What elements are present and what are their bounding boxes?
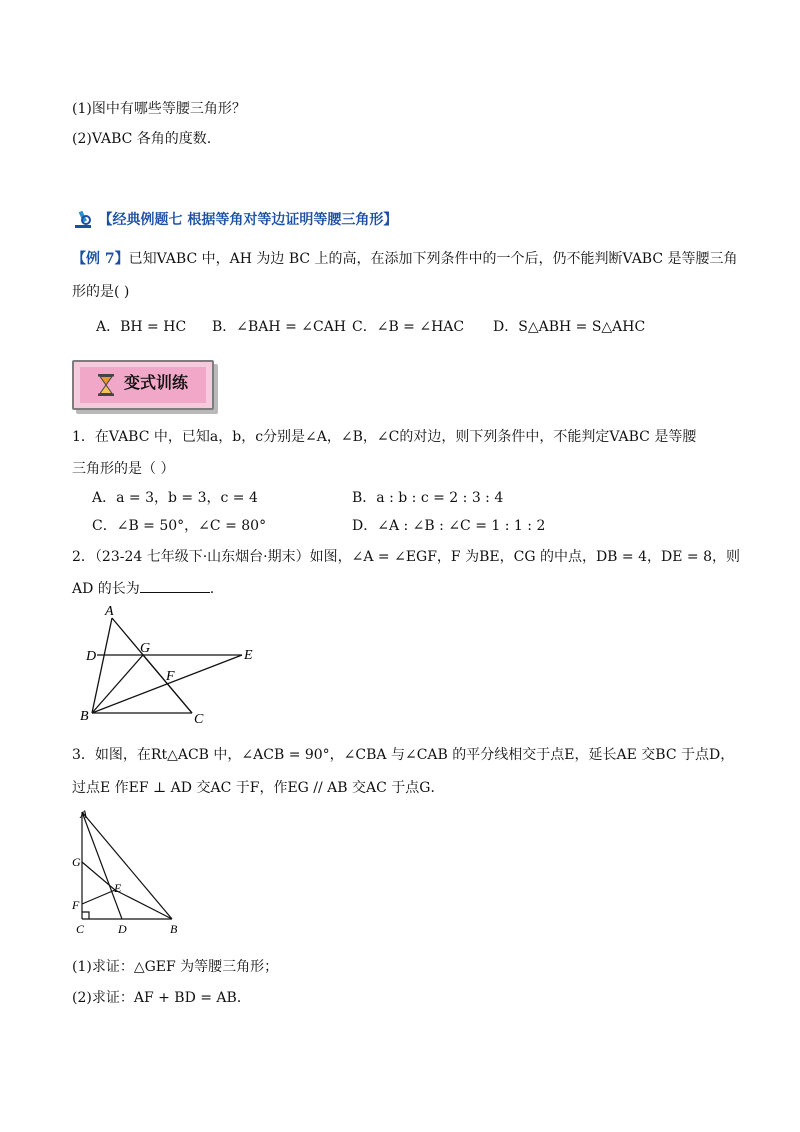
problem3-question-2: (2)求证：AF + BD = AB． [72,990,251,1006]
fig1-label-f: F [166,669,175,684]
problem3-line1: 3．如图，在Rt△ACB 中，∠ACB = 90°，∠CBA 与∠CAB 的平分线相交于点E，延长AE 交BC 于点D， [72,747,735,763]
fig1-label-g: G [140,641,151,656]
example-stem-line2: 形的是( ) [72,284,130,300]
fig2-label-a: A [80,807,88,821]
problem2-line2 [72,578,214,598]
fig2-label-b: B [170,922,178,936]
example-heading-row [72,207,397,229]
prev-question-1: (1)图中有哪些等腰三角形？ [72,101,246,117]
example-heading: 【经典例题七 根据等角对等边证明等腰三角形】 [98,212,398,228]
microscope-icon [72,207,94,229]
problem1-option-d: D．∠A : ∠B : ∠C = 1 : 1 : 2 [352,518,546,534]
fig1-label-b: B [80,709,89,724]
practice-banner-label: 变式训练 [124,373,189,392]
prev-question-2: (2)VABC 各角的度数. [72,131,212,147]
example-option-b: B．∠BAH = ∠CAH [212,319,347,335]
example-stem-text: 已知VABC 中，AH 为边 BC 上的高，在添加下列条件中的一个后，仍不能判断VABC 是等腰三角 [128,251,738,267]
fig2-label-f: F [72,898,80,912]
fig2-label-c: C [76,922,85,936]
example-option-d: D．S△ABH = S△AHC [493,319,646,335]
problem2-line1: 2．（23-24 七年级下·山东烟台·期末）如图，∠A = ∠EGF，F 为BE，CG 的中点，DB = 4，DE = 8，则 [72,549,740,565]
problem2-line2-suffix: . [209,581,215,597]
hourglass-icon [96,373,116,397]
problem1-option-b: B．a : b : c = 2 : 3 : 4 [352,490,504,506]
fig2-label-g: G [72,855,81,869]
fig2-label-d: D [118,922,127,936]
practice-banner [72,360,214,410]
example-option-a: A．BH = HC [96,319,187,335]
fig1-label-c: C [194,712,204,727]
example-option-c: C．∠B = ∠HAC [352,319,465,335]
problem3-line2: 过点E 作EF ⊥ AD 交AC 于F，作EG // AB 交AC 于点G． [72,780,445,796]
problem1-option-c: C．∠B = 50°，∠C = 80° [92,518,267,534]
fig2-label-e: E [114,881,122,895]
fig1-label-e: E [244,648,253,663]
figure-problem3 [70,806,190,940]
fig1-label-d: D [86,649,97,664]
answer-blank [140,578,210,593]
problem2-line2-prefix: AD 的长为 [72,581,140,597]
problem3-question-1: (1)求证：△GEF 为等腰三角形； [72,959,279,975]
problem1-option-a: A．a = 3，b = 3，c = 4 [92,490,258,506]
example-stem-line1 [72,248,738,268]
figure-problem2 [72,600,272,730]
example-label: 【例 7】 [72,251,129,267]
problem1-line2: 三角形的是（ ） [72,461,175,477]
problem1-line1: 1．在VABC 中，已知a，b，c分别是∠A，∠B，∠C的对边，则下列条件中，不能判定VABC 是等腰 [72,429,697,445]
fig1-label-a: A [105,604,114,619]
